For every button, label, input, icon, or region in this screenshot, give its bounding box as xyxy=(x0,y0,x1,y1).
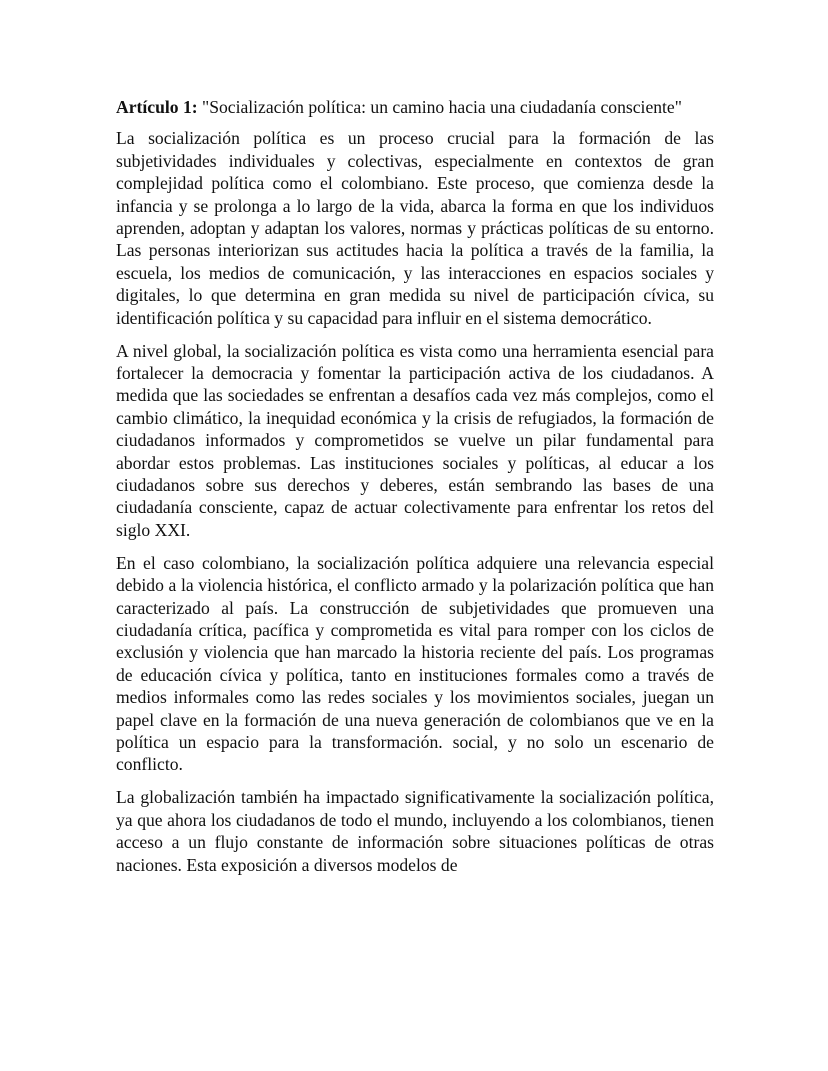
article-label: Artículo 1: xyxy=(116,97,198,117)
document-page xyxy=(116,96,714,886)
paragraph-2: A nivel global, la socialización política es vista como una herramienta esencial para fortalecer la democracia y fomentar la participación activa de los ciudadanos. A medida que las sociedades se enfrentan a desafíos cada vez más complejos, como el cambio climático, la inequidad económica y la crisis de refugiados, la formación de ciudadanos informados y comprometidos se vuelve un pilar fundamental para abordar estos problemas. Las instituciones sociales y políticas, al educar a los ciudadanos sobre sus derechos y deberes, están sembrando las bases de una ciudadanía consciente, capaz de actuar colectivamente para enfrentar los retos del siglo XXI. xyxy=(116,340,714,540)
paragraph-3: En el caso colombiano, la socialización política adquiere una relevancia especial debido a la violencia histórica, el conflicto armado y la polarización política que han caracterizado al país. La construcción de subjetividades que promueven una ciudadanía crítica, pacífica y comprometida es vital para romper con los ciclos de exclusión y violencia que han marcado la historia reciente del país. Los programas de educación cívica y política, tanto en instituciones formales como a través de medios informales como las redes sociales y los movimientos sociales, juegan un papel clave en la formación de una nueva generación de colombianos que ve en la política un espacio para la transformación. social, y no solo un escenario de conflicto. xyxy=(116,552,714,775)
article-heading xyxy=(116,96,714,118)
paragraph-1: La socialización política es un proceso crucial para la formación de las subjetividades individuales y colectivas, especialmente en contextos de gran complejidad política como el colombiano. Este proceso, que comienza desde la infancia y se prolonga a lo largo de la vida, abarca la forma en que los individuos aprenden, adoptan y adaptan los valores, normas y prácticas políticas de su entorno. Las personas interiorizan sus actitudes hacia la política a través de la familia, la escuela, los medios de comunicación, y las interacciones en espacios sociales y digitales, lo que determina en gran medida su nivel de participación cívica, su identificación política y su capacidad para influir en el sistema democrático. xyxy=(116,128,714,328)
paragraph-4: La globalización también ha impactado significativamente la socialización política, ya que ahora los ciudadanos de todo el mundo, incluyendo a los colombianos, tienen acceso a un flujo constante de información sobre situaciones políticas de otras naciones. Esta exposición a diversos modelos de xyxy=(116,787,714,875)
article-title: "Socialización política: un camino hacia una ciudadanía consciente" xyxy=(197,97,682,117)
